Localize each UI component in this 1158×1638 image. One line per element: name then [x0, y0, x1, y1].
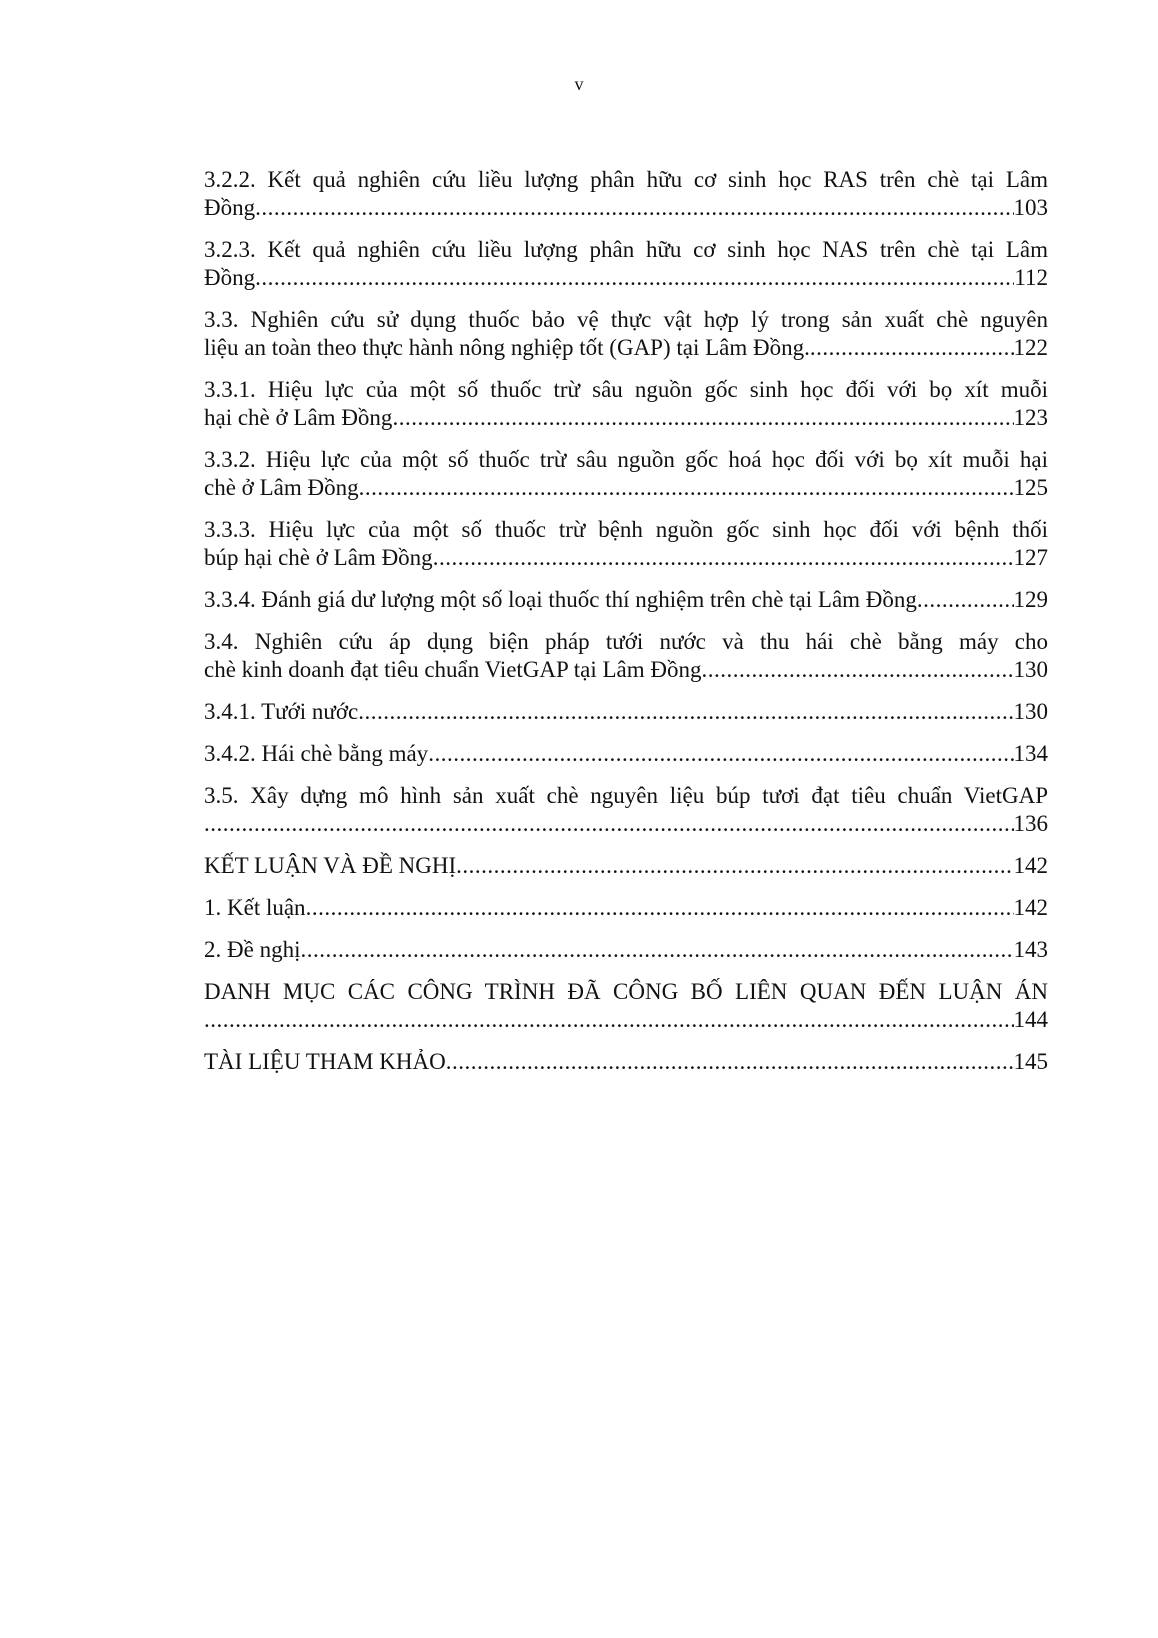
toc-entry-title-continued: búp hại chè ở Lâm Đồng — [204, 545, 433, 570]
toc-entry[interactable] — [204, 740, 1048, 768]
dot-leader — [300, 936, 1013, 964]
toc-entry-title: DANH MỤC CÁC CÔNG TRÌNH ĐÃ CÔNG BỐ LIÊN QUAN ĐẾN LUẬN ÁN — [204, 979, 1048, 1004]
toc-entry[interactable] — [204, 978, 1048, 1034]
toc-entry-title: KẾT LUẬN VÀ ĐỀ NGHỊ — [204, 853, 457, 878]
toc-entry-title: 1. Kết luận — [204, 895, 306, 920]
toc-page-number: 130 — [1013, 699, 1048, 724]
toc-entry-title: 3.4.2. Hái chè bằng máy — [204, 741, 429, 766]
dot-leader — [255, 264, 1014, 292]
toc-entry-title: 3.3.4. Đánh giá dư lượng một số loại thuốc thí nghiệm trên chè tại Lâm Đồng — [204, 587, 917, 612]
dot-leader — [428, 740, 1013, 768]
toc-entry-title-continued: chè kinh doanh đạt tiêu chuẩn VietGAP tại Lâm Đồng — [204, 657, 702, 682]
toc-entry-title-continued: chè ở Lâm Đồng — [204, 475, 359, 500]
dot-leader — [917, 586, 1014, 614]
toc-entry-title: 3.5. Xây dựng mô hình sản xuất chè nguyên liệu búp tươi đạt tiêu chuẩn VietGAP — [204, 783, 1048, 808]
toc-page-number: 112 — [1014, 265, 1048, 290]
toc-entry[interactable] — [204, 936, 1048, 964]
toc-page-number: 142 — [1013, 853, 1048, 878]
toc-entry[interactable] — [204, 852, 1048, 880]
toc-entry-title: 3.3.2. Hiệu lực của một số thuốc trừ sâu nguồn gốc hoá học đối với bọ xít muỗi hại — [204, 447, 1048, 472]
toc-entry-title: 3.3.3. Hiệu lực của một số thuốc trừ bệnh nguồn gốc sinh học đối với bệnh thối — [204, 517, 1048, 542]
toc-entry[interactable] — [204, 628, 1048, 684]
toc-entry-title-continued: liệu an toàn theo thực hành nông nghiệp tốt (GAP) tại Lâm Đồng. — [204, 335, 810, 360]
toc-entry[interactable] — [204, 236, 1048, 292]
toc-entry[interactable] — [204, 446, 1048, 502]
dot-leader — [456, 852, 1013, 880]
toc-page-number: 130 — [1013, 657, 1048, 682]
toc-entry[interactable] — [204, 306, 1048, 362]
toc-page-number: 136 — [1013, 811, 1048, 836]
toc-entry-title: 3.3. Nghiên cứu sử dụng thuốc bảo vệ thực vật hợp lý trong sản xuất chè nguyên — [204, 307, 1048, 332]
toc-page-number: 134 — [1013, 741, 1048, 766]
dot-leader — [255, 194, 1013, 222]
toc-page-number: 142 — [1013, 895, 1048, 920]
toc-entry-title-continued: Đồng — [204, 195, 256, 220]
dot-leader — [358, 698, 1013, 726]
toc-entry[interactable] — [204, 586, 1048, 614]
dot-leader — [204, 810, 1014, 838]
page-number: v — [574, 74, 584, 94]
toc-page-number: 103 — [1013, 195, 1048, 220]
toc-page-number: 144 — [1013, 1007, 1048, 1032]
toc-entry[interactable] — [204, 894, 1048, 922]
toc-entry-title: 3.2.2. Kết quả nghiên cứu liều lượng phân hữu cơ sinh học RAS trên chè tại Lâm — [204, 167, 1048, 192]
toc-entry-title: 3.3.1. Hiệu lực của một số thuốc trừ sâu nguồn gốc sinh học đối với bọ xít muỗi — [204, 377, 1048, 402]
toc-entry[interactable] — [204, 698, 1048, 726]
dot-leader — [810, 334, 1014, 362]
dot-leader — [392, 404, 1013, 432]
toc-entry-title: 2. Đề nghị — [204, 937, 301, 962]
dot-leader — [204, 1006, 1014, 1034]
toc-page-number: 145 — [1013, 1049, 1048, 1074]
toc-entry[interactable] — [204, 516, 1048, 572]
toc-entry[interactable] — [204, 376, 1048, 432]
toc-entry[interactable] — [204, 782, 1048, 838]
toc-page-number: 129 — [1013, 587, 1048, 612]
toc-entry-title: 3.4.1. Tưới nước — [204, 699, 359, 724]
dot-leader — [359, 474, 1014, 502]
toc-entry-title: 3.4. Nghiên cứu áp dụng biện pháp tưới nước và thu hái chè bằng máy cho — [204, 629, 1048, 654]
toc-entry-title-continued: hại chè ở Lâm Đồng — [204, 405, 393, 430]
toc-entry[interactable] — [204, 1048, 1048, 1076]
toc-entry[interactable] — [204, 166, 1048, 222]
toc-entry-title: TÀI LIỆU THAM KHẢO — [204, 1049, 446, 1074]
dot-leader — [701, 656, 1013, 684]
toc-page-number: 123 — [1013, 405, 1048, 430]
toc-page-number: 125 — [1013, 475, 1048, 500]
toc-entry-title: 3.2.3. Kết quả nghiên cứu liều lượng phân hữu cơ sinh học NAS trên chè tại Lâm — [204, 237, 1048, 262]
toc-page-number: 143 — [1013, 937, 1048, 962]
dot-leader — [306, 894, 1014, 922]
dot-leader — [446, 1048, 1014, 1076]
toc-page-number: 122 — [1013, 335, 1048, 360]
table-of-contents — [204, 166, 1048, 1090]
toc-page-number: 127 — [1013, 545, 1048, 570]
toc-entry-title-continued: Đồng — [204, 265, 256, 290]
dot-leader — [433, 544, 1014, 572]
